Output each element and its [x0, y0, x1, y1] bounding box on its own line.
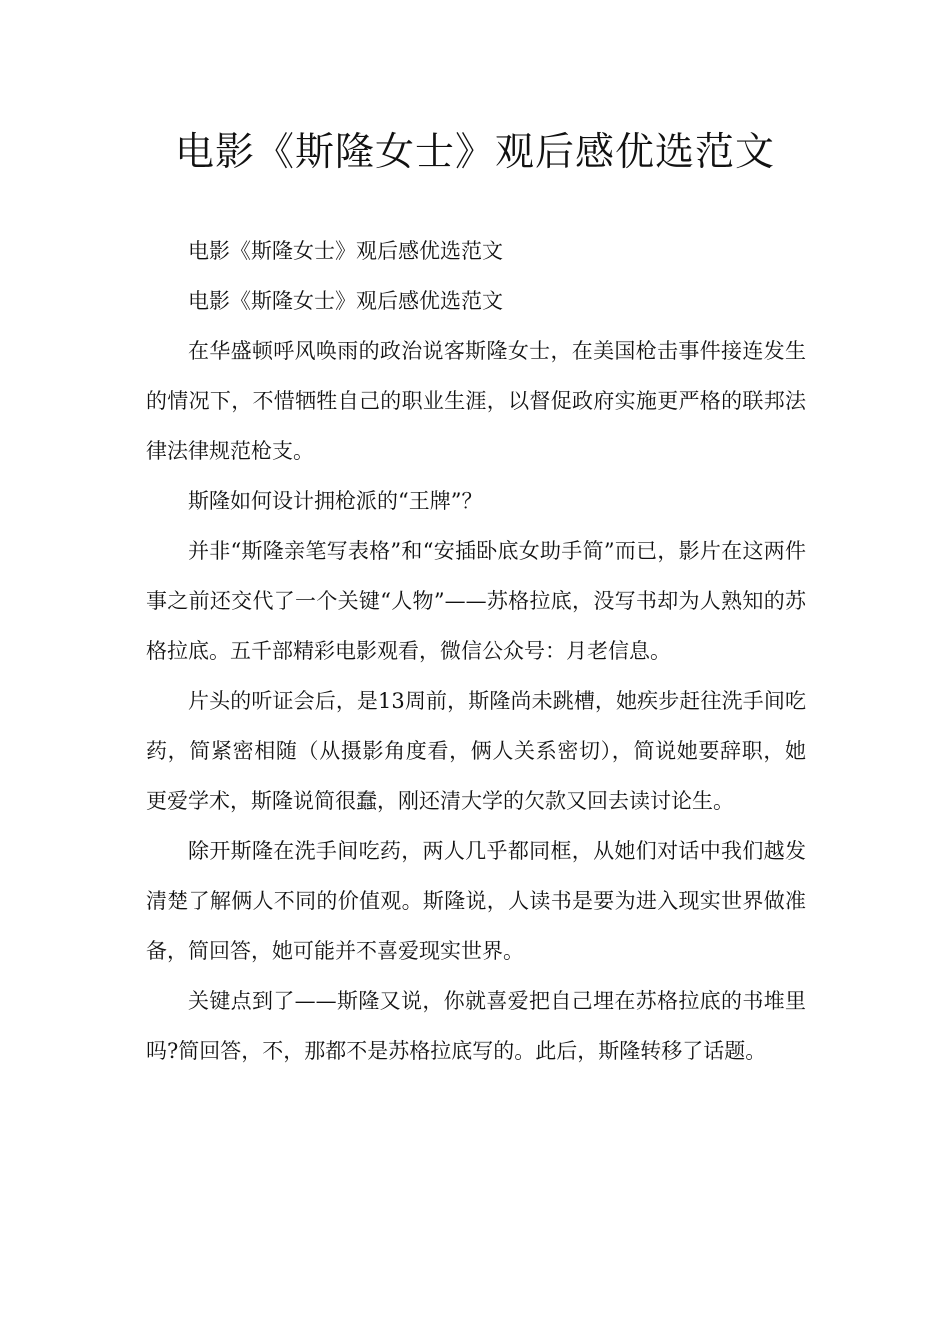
- document-title: 电影《斯隆女士》观后感优选范文: [174, 130, 775, 175]
- paragraph-1: 电影《斯隆女士》观后感优选范文: [188, 239, 503, 263]
- paragraph-6: 片头的听证会后，是13周前，斯隆尚未跳槽，她疾步赶往洗手间吃药，简紧密相随（从摄影角度看，俩人关系密切），简说她要辞职，她更爱学术，斯隆说简很蠢，刚还清大学的欠款又回去读讨论生。: [146, 689, 806, 813]
- paragraph-7: 除开斯隆在洗手间吃药，两人几乎都同框，从她们对话中我们越发清楚了解俩人不同的价值观。斯隆说，人读书是要为进入现实世界做准备，简回答，她可能并不喜爱现实世界。: [146, 839, 806, 963]
- paragraph-5: 并非“斯隆亲笔写表格”和“安插卧底女助手简”而已，影片在这两件事之前还交代了一个关键“人物”——苏格拉底，没写书却为人熟知的苏格拉底。五千部精彩电影观看，微信公众号：月老信息。: [146, 539, 806, 663]
- paragraph-8: 关键点到了——斯隆又说，你就喜爱把自己埋在苏格拉底的书堆里吗?简回答，不，那都不是苏格拉底写的。此后，斯隆转移了话题。: [146, 989, 806, 1063]
- paragraph-4: 斯隆如何设计拥枪派的“王牌”？: [188, 489, 483, 513]
- document-body: [146, 226, 806, 1076]
- paragraph-2: 电影《斯隆女士》观后感优选范文: [188, 289, 503, 313]
- paragraph-3: 在华盛顿呼风唤雨的政治说客斯隆女士，在美国枪击事件接连发生的情况下，不惜牺牲自己的职业生涯，以督促政府实施更严格的联邦法律法律规范枪支。: [146, 339, 806, 463]
